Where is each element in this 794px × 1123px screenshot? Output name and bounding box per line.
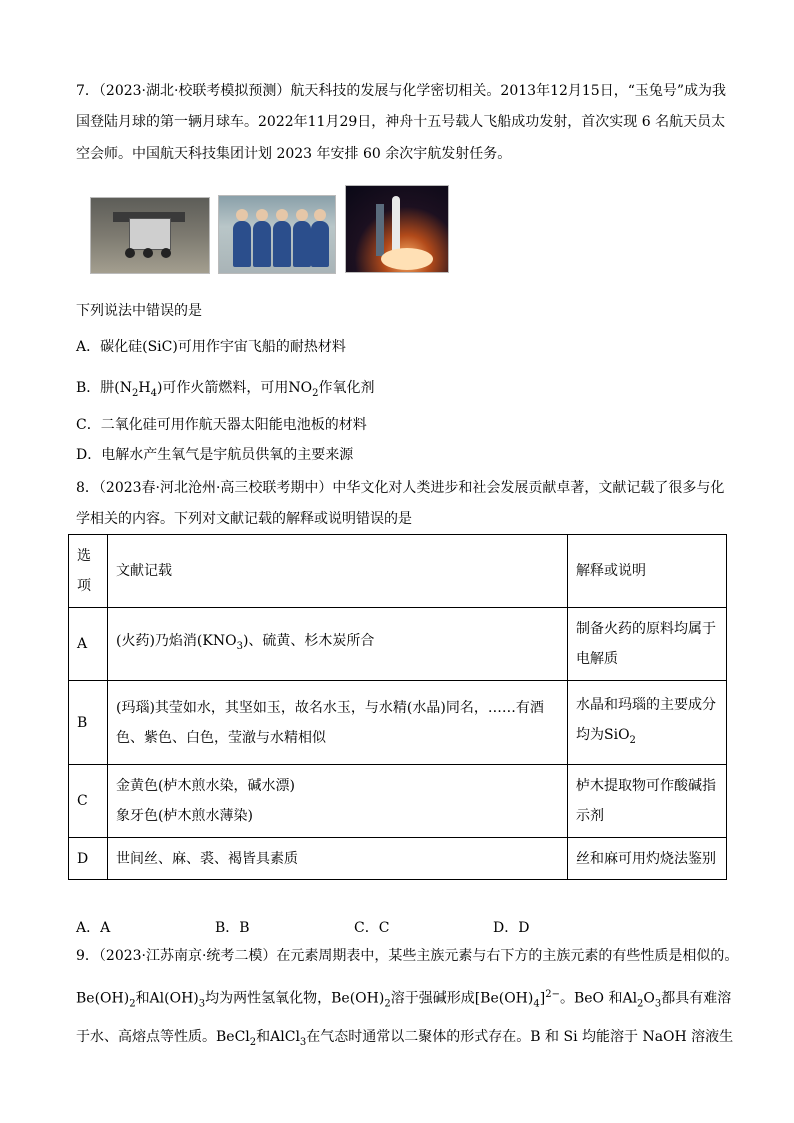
q7-prompt: 下列说法中错误的是 bbox=[76, 303, 202, 319]
q7-stem-line-3: 空会师。中国航天科技集团计划 2023 年安排 60 余次宇航发射任务。 bbox=[76, 146, 512, 162]
q8-stem-line-2: 学相关的内容。下列对文献记载的解释或说明错误的是 bbox=[76, 511, 412, 527]
q9-stem-line-3: 于水、高熔点等性质。BeCl$_2$和AlCl$_3$在气态时通常以二聚体的形式存在。B 和 Si 均能溶于 NaOH 溶液生 bbox=[76, 1029, 734, 1048]
row-explanation: 丝和麻可用灼烧法鉴别 bbox=[568, 838, 727, 880]
row-option: C bbox=[69, 765, 108, 838]
row-explanation: 制备火药的原料均属于电解质 bbox=[568, 608, 727, 681]
q8-choices bbox=[76, 917, 632, 939]
q8-choice-d: D．D bbox=[493, 920, 530, 936]
q7-option-c: C．二氧化硅可用作航天器太阳能电池板的材料 bbox=[76, 417, 367, 433]
header-explanation: 解释或说明 bbox=[568, 535, 727, 608]
q8-choice-a: A．A bbox=[76, 920, 111, 936]
q8-choice-c: C．C bbox=[354, 920, 390, 936]
row-explanation: 水晶和玛瑙的主要成分均为SiO$_2$ bbox=[568, 681, 727, 765]
q7-stem-line-1: 7．（2023·湖北·校联考模拟预测）航天科技的发展与化学密切相关。2013年12月15日，“玉兔号”成为我 bbox=[76, 83, 727, 99]
table-header-row bbox=[69, 535, 727, 608]
q7-stem-line-2: 国登陆月球的第一辆月球车。2022年11月29日，神舟十五号载人飞船成功发射，首次实现 6 名航天员太 bbox=[76, 114, 726, 130]
row-record: 世间丝、麻、裘、褐皆具素质 bbox=[108, 838, 568, 880]
row-record: 金黄色(栌木煎水染，碱水漂) 象牙色(栌木煎水薄染) bbox=[108, 765, 568, 838]
q7-option-b: B．肼$(N_2H_4)$可作火箭燃料，可用$NO_2$作氧化剂 bbox=[76, 380, 375, 399]
q8-choice-b: B．B bbox=[215, 920, 250, 936]
row-explanation: 栌木提取物可作酸碱指示剂 bbox=[568, 765, 727, 838]
row-option: B bbox=[69, 681, 108, 765]
table-row bbox=[69, 765, 727, 838]
row-option: A bbox=[69, 608, 108, 681]
row-record: (火药)乃焰消$(KNO_3)$、硫黄、杉木炭所合 bbox=[108, 608, 568, 681]
q9-stem-line-1: 9．（2023·江苏南京·统考二模）在元素周期表中，某些主族元素与右下方的主族元素的有些性质是相似的。 bbox=[76, 948, 739, 964]
moon-rover-photo bbox=[90, 197, 210, 274]
table-row bbox=[69, 681, 727, 765]
q7-option-a: A．碳化硅(SiC)可用作宇宙飞船的耐热材料 bbox=[76, 339, 346, 355]
q7-option-d: D．电解水产生氧气是宇航员供氧的主要来源 bbox=[76, 447, 354, 463]
rocket-launch-photo bbox=[345, 185, 449, 273]
header-record: 文献记载 bbox=[108, 535, 568, 608]
row-record: (玛瑙)其莹如水，其坚如玉，故名水玉，与水精(水晶)同名，……有酒色、紫色、白色，莹澈与水精相似 bbox=[108, 681, 568, 765]
header-option: 选项 bbox=[69, 535, 108, 608]
astronauts-photo bbox=[218, 195, 336, 274]
table-row bbox=[69, 838, 727, 880]
q9-stem-line-2: $Be(OH)_2$和$Al(OH)_3$均为两性氢氧化物，$Be(OH)_2$溶于强碱形成$[Be(OH)_4]^{2-}$。BeO 和$Al_2O_3$都具有难溶 bbox=[76, 989, 732, 1010]
table-row bbox=[69, 608, 727, 681]
q8-table bbox=[68, 534, 727, 880]
q8-stem-line-1: 8．（2023春·河北沧州·高三校联考期中）中华文化对人类进步和社会发展贡献卓著，文献记载了很多与化 bbox=[76, 480, 725, 496]
row-option: D bbox=[69, 838, 108, 880]
